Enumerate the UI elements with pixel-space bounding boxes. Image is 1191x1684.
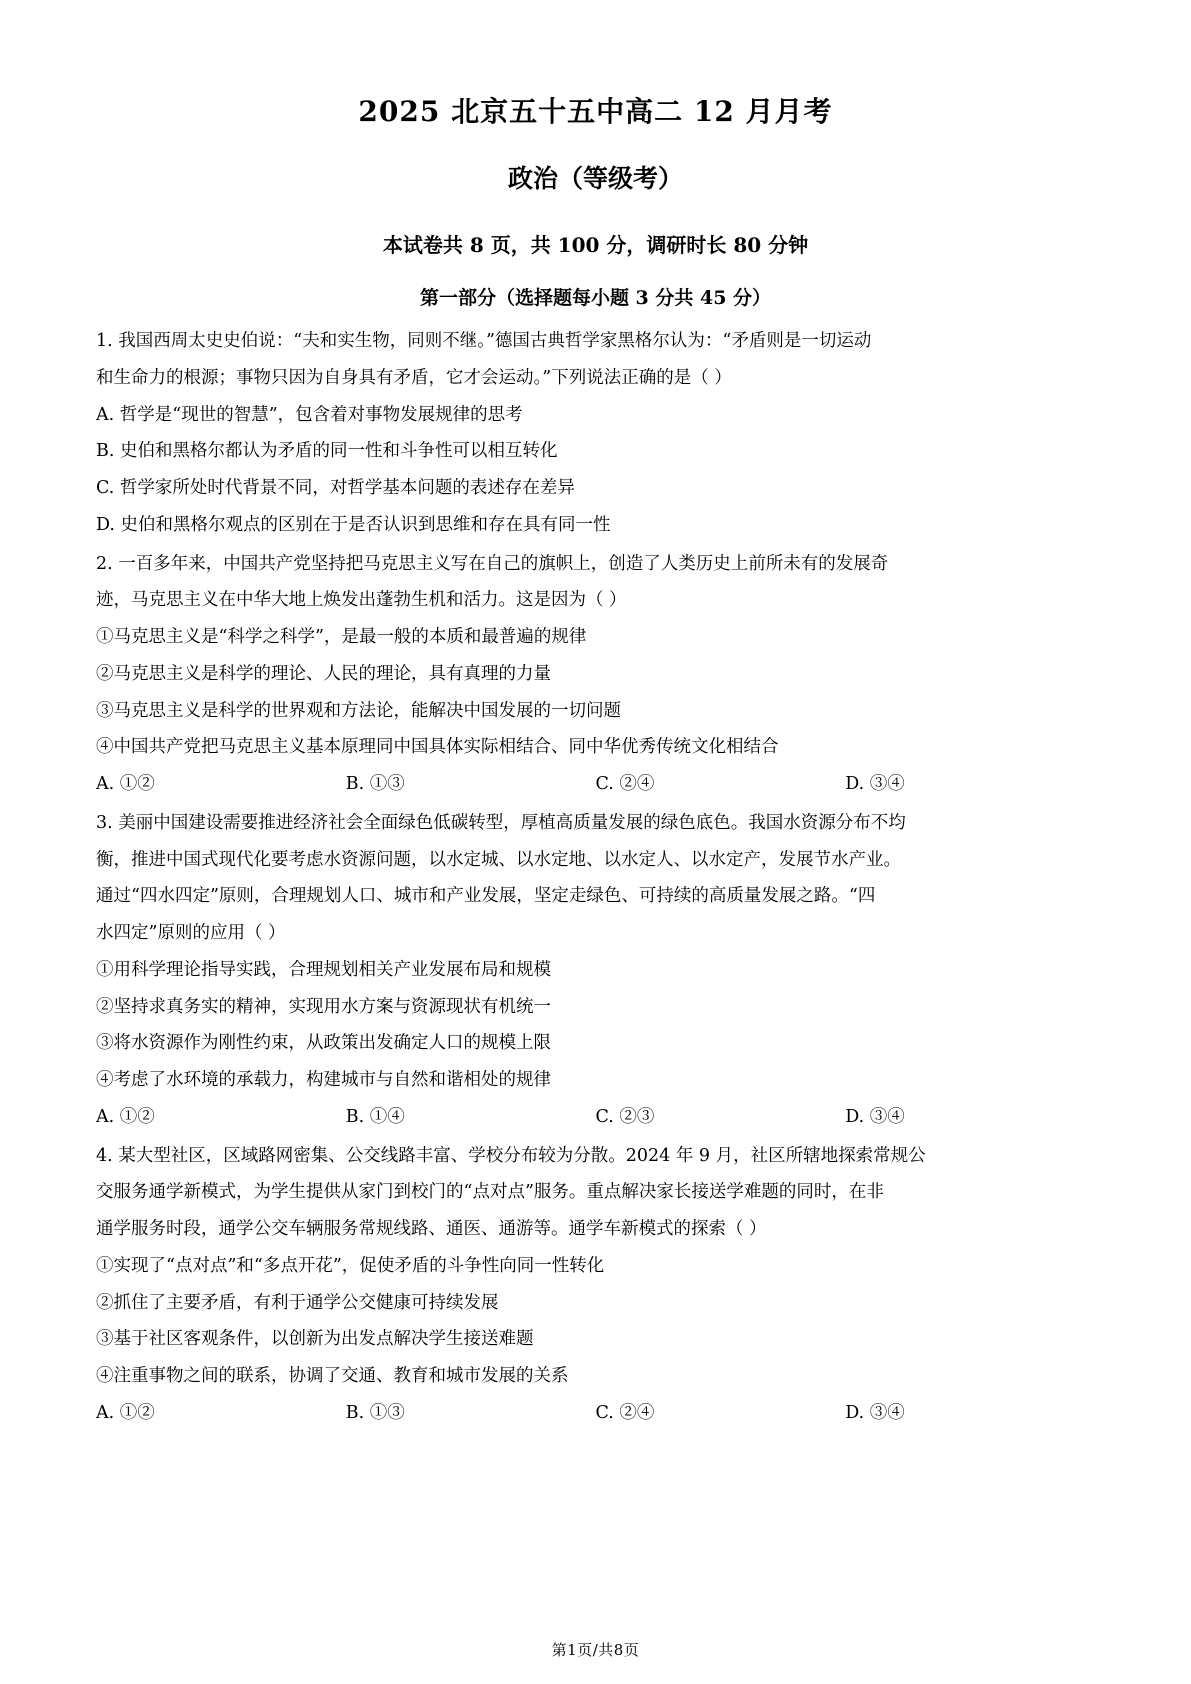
question-2-statement-2: ②马克思主义是科学的理论、人民的理论，具有真理的力量 bbox=[96, 663, 551, 684]
question-4-stem-line-2: 交服务通学新模式，为学生提供从家门到校门的“点对点”服务。重点解决家长接送学难题的同时，在非 bbox=[96, 1182, 884, 1203]
question-1 bbox=[96, 323, 1095, 544]
question-4-stem-line-1: 4. 某大型社区，区域路网密集、公交线路丰富、学校分布较为分散。2024 年 9 月，社区所辖地探索常规公 bbox=[96, 1145, 926, 1166]
question-1-option-a[interactable]: A. 哲学是“现世的智慧”，包含着对事物发展规律的思考 bbox=[96, 404, 523, 425]
question-4-choice-d[interactable]: D. ③④ bbox=[845, 1402, 905, 1423]
question-2-statement-1: ①马克思主义是“科学之科学”，是最一般的本质和最普遍的规律 bbox=[96, 627, 587, 648]
question-3-choice-a[interactable]: A. ①② bbox=[96, 1106, 155, 1127]
question-2 bbox=[96, 546, 1095, 803]
question-4-statement-1: ①实现了“点对点”和“多点开花”，促使矛盾的斗争性向同一性转化 bbox=[96, 1255, 605, 1276]
question-1-option-c[interactable]: C. 哲学家所处时代背景不同，对哲学基本问题的表述存在差异 bbox=[96, 478, 575, 499]
question-2-stem-line-2: 迹，马克思主义在中华大地上焕发出蓬勃生机和活力。这是因为（ ） bbox=[96, 590, 627, 611]
question-4-choice-a[interactable]: A. ①② bbox=[96, 1402, 155, 1423]
question-1-option-b[interactable]: B. 史伯和黑格尔都认为矛盾的同一性和斗争性可以相互转化 bbox=[96, 441, 558, 462]
page-footer: 第1页/共8页 bbox=[551, 1641, 640, 1659]
question-2-statement-3: ③马克思主义是科学的世界观和方法论，能解决中国发展的一切问题 bbox=[96, 700, 621, 721]
question-2-choice-a[interactable]: A. ①② bbox=[96, 774, 155, 795]
question-2-choice-c[interactable]: C. ②④ bbox=[595, 774, 655, 795]
section-heading-part1: 第一部分（选择题每小题 3 分共 45 分） bbox=[419, 286, 772, 309]
question-3-choice-row bbox=[96, 1099, 1095, 1136]
question-3-stem-line-3: 通过“四水四定”原则，合理规划人口、城市和产业发展，坚定走绿色、可持续的高质量发展之路。“四 bbox=[96, 886, 876, 907]
question-3-statement-1: ①用科学理论指导实践，合理规划相关产业发展布局和规模 bbox=[96, 959, 551, 980]
exam-info-note: 本试卷共 8 页，共 100 分，调研时长 80 分钟 bbox=[382, 232, 809, 257]
question-3-statement-3: ③将水资源作为刚性约束，从政策出发确定人口的规模上限 bbox=[96, 1033, 551, 1054]
question-1-option-d[interactable]: D. 史伯和黑格尔观点的区别在于是否认识到思维和存在具有同一性 bbox=[96, 514, 611, 535]
question-4-choice-row bbox=[96, 1395, 1095, 1432]
page-subtitle: 政治（等级考） bbox=[507, 163, 683, 193]
question-4-choice-b[interactable]: B. ①③ bbox=[345, 1402, 405, 1423]
question-2-choice-d[interactable]: D. ③④ bbox=[845, 774, 905, 795]
question-3-choice-d[interactable]: D. ③④ bbox=[845, 1106, 905, 1127]
question-3 bbox=[96, 805, 1095, 1136]
question-1-stem-line-2: 和生命力的根源；事物只因为自身具有矛盾，它才会运动。”下列说法正确的是（ ） bbox=[96, 367, 732, 388]
question-1-stem-line-1: 1. 我国西周太史史伯说：“夫和实生物，同则不继。”德国古典哲学家黑格尔认为：“矛盾则是一切运动 bbox=[96, 331, 872, 352]
question-4-stem-line-3: 通学服务时段，通学公交车辆服务常规线路、通医、通游等。通学车新模式的探索（ ） bbox=[96, 1219, 767, 1240]
question-2-statement-4: ④中国共产党把马克思主义基本原理同中国具体实际相结合、同中华优秀传统文化相结合 bbox=[96, 737, 779, 758]
question-3-stem-line-1: 3. 美丽中国建设需要推进经济社会全面绿色低碳转型，厚植高质量发展的绿色底色。我国水资源分布不均 bbox=[96, 812, 906, 833]
question-2-stem-line-1: 2. 一百多年来，中国共产党坚持把马克思主义写在自己的旗帜上，创造了人类历史上前所未有的发展奇 bbox=[96, 553, 889, 574]
page-title: 2025 北京五十五中高二 12 月月考 bbox=[358, 95, 833, 128]
question-2-choice-row bbox=[96, 766, 1095, 803]
question-3-stem-line-2: 衡，推进中国式现代化要考虑水资源问题，以水定城、以水定地、以水定人、以水定产，发展节水产业。 bbox=[96, 849, 901, 870]
question-3-choice-c[interactable]: C. ②③ bbox=[595, 1106, 655, 1127]
question-3-statement-4: ④考虑了水环境的承载力，构建城市与自然和谐相处的规律 bbox=[96, 1070, 551, 1091]
question-3-statement-2: ②坚持求真务实的精神，实现用水方案与资源现状有机统一 bbox=[96, 996, 551, 1017]
question-2-choice-b[interactable]: B. ①③ bbox=[345, 774, 405, 795]
question-4-statement-4: ④注重事物之间的联系，协调了交通、教育和城市发展的关系 bbox=[96, 1366, 569, 1387]
question-4-statement-2: ②抓住了主要矛盾，有利于通学公交健康可持续发展 bbox=[96, 1292, 499, 1313]
question-4-choice-c[interactable]: C. ②④ bbox=[595, 1402, 655, 1423]
question-3-choice-b[interactable]: B. ①④ bbox=[345, 1106, 405, 1127]
question-4-statement-3: ③基于社区客观条件，以创新为出发点解决学生接送难题 bbox=[96, 1329, 534, 1350]
question-3-stem-line-4: 水四定”原则的应用（ ） bbox=[96, 923, 286, 944]
question-4 bbox=[96, 1138, 1095, 1432]
